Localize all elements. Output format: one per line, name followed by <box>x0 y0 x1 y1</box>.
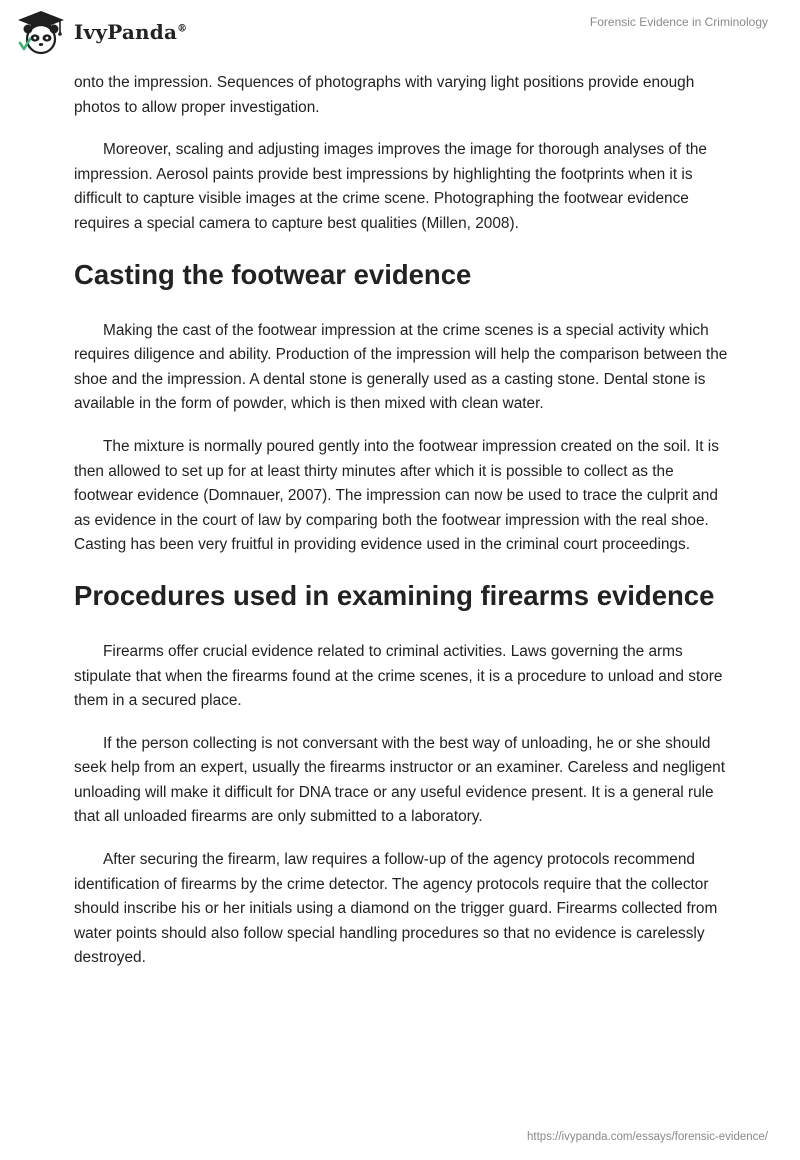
paragraph-3: Making the cast of the footwear impression at the crime scenes is a special activity which requires diligence and ability. Production of the impression will help the comparison between the shoe and the impression. A dental stone is generally used as a casting stone. Dental stone is available in the form of powder, which is then mixed with clean water. <box>74 321 728 413</box>
page-header <box>0 0 800 70</box>
paragraph-5: Firearms offer crucial evidence related to criminal activities. Laws governing the arms stipulate that when the firearms found at the crime scenes, it is a procedure to unload and store them in a secured place. <box>74 642 723 710</box>
paragraph-4: The mixture is normally poured gently into the footwear impression created on the soil. It is then allowed to set up for at least thirty minutes after which it is possible to collect as the footwear evidence (Domnauer, 2007). The impression can now be used to trace the culprit and as evidence in the court of law by comparing both the footwear impression with the real shoe. Casting has been very fruitful in providing evidence used in the criminal court proceedings. <box>74 437 719 554</box>
section-heading-firearms: Procedures used in examining firearms evidence <box>74 579 715 611</box>
brand-name: IvyPanda® <box>74 20 188 44</box>
section-heading-casting: Casting the footwear evidence <box>74 258 472 290</box>
registered-mark: ® <box>177 23 188 35</box>
panda-logo-icon <box>16 9 66 55</box>
paragraph-6: If the person collecting is not conversant with the best way of unloading, he or she should seek help from an expert, usually the firearms instructor or an examiner. Careless and negligent unloading will make it difficult for DNA trace or any useful evidence present. It is a general rule that all unloaded firearms are only submitted to a laboratory. <box>74 734 726 826</box>
paragraph-7: After securing the firearm, law requires a follow-up of the agency protocols recommend identification of firearms by the crime detector. The agency protocols require that the collector should inscribe his or her initials using a diamond on the trigger guard. Firearms collected from water points should also follow special handling procedures so that no evidence is carelessly destroyed. <box>74 851 718 967</box>
essay-body <box>74 71 728 989</box>
paragraph-2: Moreover, scaling and adjusting images improves the image for thorough analyses of the impression. Aerosol paints provide best impressions by highlighting the footprints when it is difficult to capture visible images at the crime scene. Photographing the footwear evidence requires a special camera to capture best qualities (Millen, 2008). <box>74 141 707 232</box>
brand-logo[interactable] <box>16 8 187 56</box>
source-url[interactable]: https://ivypanda.com/essays/forensic-evidence/ <box>527 1131 768 1143</box>
document-title: Forensic Evidence in Criminology <box>589 15 768 29</box>
paragraph-1: onto the impression. Sequences of photographs with varying light positions provide enough photos to allow proper investigation. <box>74 74 695 116</box>
